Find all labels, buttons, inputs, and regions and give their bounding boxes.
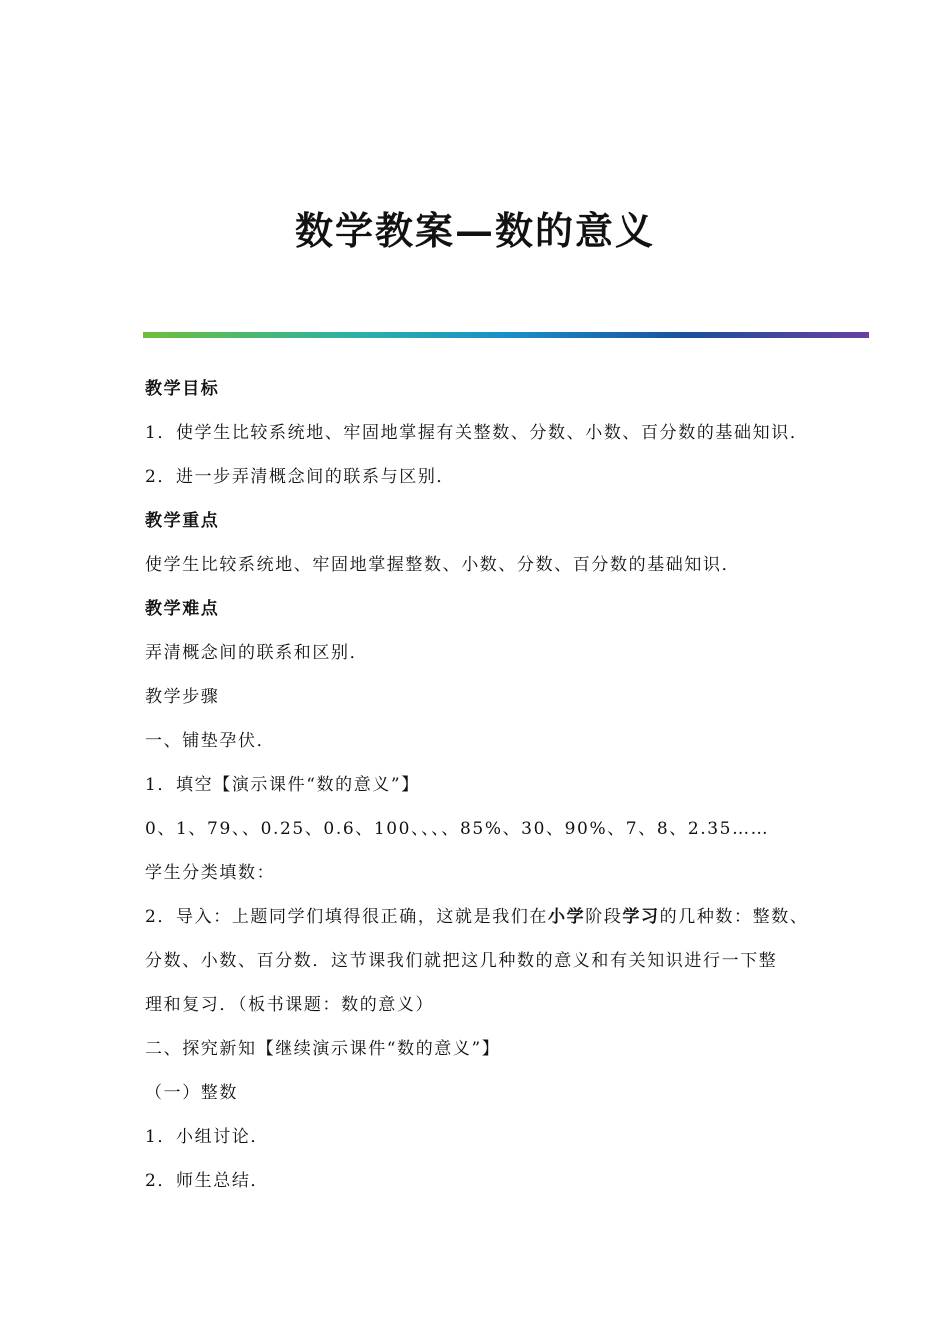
text-span: 的几种数：整数、 bbox=[659, 907, 809, 927]
paragraph-line: 2．进一步弄清概念间的联系与区别． bbox=[145, 467, 456, 487]
section-heading: 教学重点 bbox=[145, 511, 220, 531]
section-heading: 教学目标 bbox=[145, 379, 220, 399]
text-span: 阶段 bbox=[585, 907, 623, 927]
paragraph-line: 理和复习．（板书课题：数的意义） bbox=[145, 995, 435, 1015]
paragraph-line: 二、探究新知【继续演示课件“数的意义”】 bbox=[145, 1039, 501, 1059]
paragraph-line: 2．师生总结． bbox=[145, 1171, 270, 1191]
page-title: 数学教案—数的意义 bbox=[294, 208, 655, 253]
paragraph-line bbox=[145, 901, 835, 945]
paragraph-line: 教学步骤 bbox=[145, 687, 220, 707]
text-span: 2．导入：上题同学们填得很正确，这就是我们在 bbox=[145, 907, 549, 927]
paragraph-line: 一、铺垫孕伏． bbox=[145, 731, 276, 751]
document-body bbox=[145, 373, 835, 1209]
paragraph-line: （一）整数 bbox=[145, 1083, 238, 1103]
bold-keyword: 学习 bbox=[622, 907, 660, 927]
paragraph-line: 使学生比较系统地、牢固地掌握整数、小数、分数、百分数的基础知识． bbox=[145, 555, 741, 575]
paragraph-line: 分数、小数、百分数．这节课我们就把这几种数的意义和有关知识进行一下整 bbox=[145, 951, 778, 971]
paragraph-line: 弄清概念间的联系和区别． bbox=[145, 643, 369, 663]
bold-keyword: 小学 bbox=[548, 907, 586, 927]
paragraph-line: 学生分类填数： bbox=[145, 863, 276, 883]
paragraph-line: 1．填空【演示课件“数的意义”】 bbox=[145, 775, 420, 795]
paragraph-line: 1．使学生比较系统地、牢固地掌握有关整数、分数、小数、百分数的基础知识． bbox=[145, 423, 809, 443]
section-heading: 教学难点 bbox=[145, 599, 220, 619]
paragraph-line: 0、1、79、、0.25、0.6、100、、、、85%、30、90%、7、8、2.35…… bbox=[145, 819, 770, 839]
paragraph-line: 1．小组讨论． bbox=[145, 1127, 270, 1147]
gradient-divider bbox=[143, 332, 869, 338]
